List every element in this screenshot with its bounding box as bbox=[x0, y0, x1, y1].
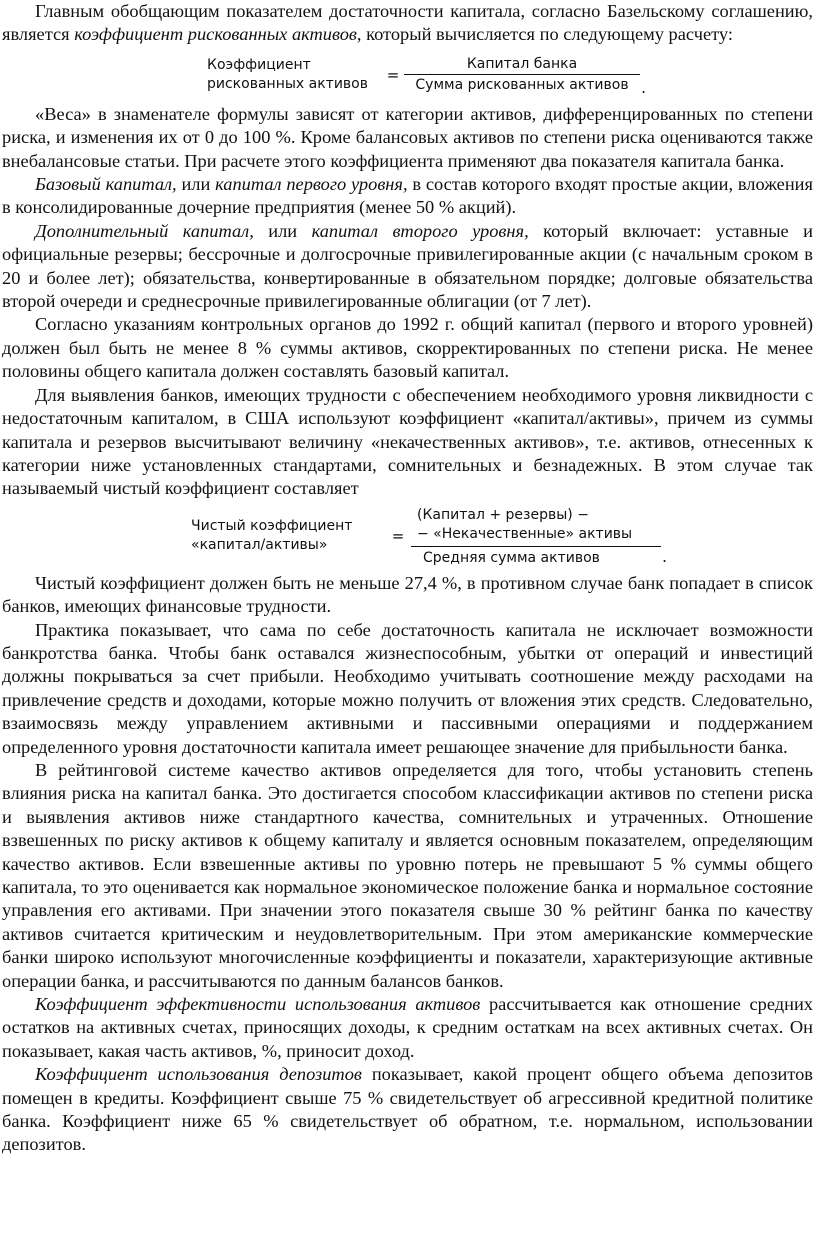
formula-lhs: Коэффициент рискованных активов bbox=[207, 56, 368, 92]
formula-end-dot: . bbox=[662, 546, 668, 566]
term-asset-efficiency-ratio: Коэффициент эффективности использования активов bbox=[35, 994, 481, 1015]
formula-end-dot: . bbox=[641, 77, 647, 97]
paragraph-net-ratio-threshold: Чистый коэффициент должен быть не меньше 27,4 %, в противном случае банк попадает в список банков, имеющих финансовые трудности. bbox=[2, 572, 813, 617]
formula-fraction bbox=[404, 56, 640, 93]
term-base-capital: Базовый капитал, bbox=[35, 174, 177, 195]
formula-denominator: Сумма рискованных активов bbox=[415, 77, 629, 94]
formula-fraction bbox=[409, 506, 661, 566]
formula-numerator: (Капитал + резервы) − − «Некачественные» активы bbox=[417, 507, 633, 543]
paragraph-additional-capital: Дополнительный капитал, или капитал второго уровня, который включает: уставные и официальные резервы; бессрочные и долгосрочные привилегированные акции (с начальным сроком в 20 и более лет); обязательства, конвертированные в обязательном порядке; долговые обязательства второй очереди и среднесрочные привилегированные облигации (от 7 лет). bbox=[2, 220, 814, 312]
formula-net-capital-ratio bbox=[0, 501, 816, 572]
term-tier2-capital: капитал второго уровня, bbox=[311, 220, 529, 241]
paragraph-asset-efficiency: Коэффициент эффективности использования активов рассчитывается как отношение средних остатков на активных счетах, приносящих доходы, к средним остаткам на всех активных счетах. Он показывает, какая часть активов, %, приносит доход. bbox=[2, 994, 813, 1061]
formula-numerator: Капитал банка bbox=[466, 56, 578, 73]
equals-sign: = bbox=[386, 65, 400, 84]
term-risk-assets-ratio: коэффициент рискованных активов, bbox=[74, 24, 362, 45]
paragraph-regulations-1992: Согласно указаниям контрольных органов до 1992 г. общий капитал (первого и второго уровней) должен был быть не менее 8 % суммы активов, скорректированных по степени риска. Не менее половины общего капитала должен составлять базовый капитал. bbox=[2, 314, 813, 382]
equals-sign: = bbox=[391, 527, 405, 546]
paragraph-capital-adequacy-intro: Главным обобщающим показателем достаточности капитала, согласно Базельскому соглашению, является коэффициент рискованных активов, который вычисляется по следующему расчету: bbox=[2, 1, 813, 45]
paragraph-weights: «Веса» в знаменателе формулы зависят от категории активов, дифференцированных по степени риска, и изменения их от 0 до 100 %. Кроме балансовых активов по степени риска оцениваются также внебалансовые статьи. При расчете этого коэффициента применяют два показателя капитала банка. bbox=[2, 103, 813, 171]
formula-denominator: Средняя сумма активов bbox=[423, 550, 600, 567]
paragraph-base-capital: Базовый капитал, или капитал первого уровня, в состав которого входят простые акции, вложения в консолидированные дочерние предприятия (менее 50 % акций). bbox=[2, 174, 813, 218]
paragraph-deposit-usage: Коэффициент использования депозитов показывает, какой процент общего объема депозитов помещен в кредиты. Коэффициент свыше 75 % свидетельствует об агрессивной кредитной политике банка. Коэффициент ниже 65 % свидетельствует об обратном, т.е. нормальном, использовании депозитов. bbox=[2, 1064, 813, 1155]
term-deposit-usage-ratio: Коэффициент использования депозитов bbox=[35, 1064, 362, 1085]
term-tier1-capital: капитал первого уровня, bbox=[215, 174, 408, 195]
paragraph-practice: Практика показывает, что сама по себе достаточность капитала не исключает возможности банкротства банка. Чтобы банк оставался жизнеспособным, убытки от операций и инвестиций должны покрываться за счет прибыли. Необходимо учитывать соотношение между расходами на привлечение средств и доходами, которые можно получить от вложения этих средств. Следовательно, взаимосвязь между управлением активными и пассивными операциями и поддержанием определенного уровня достаточности капитала имеет решающее значение для прибыльности банка. bbox=[2, 619, 813, 757]
paragraph-rating-system: В рейтинговой системе качество активов определяется для того, чтобы установить степень влияния риска на капитал банка. Это достигается способом классификации активов по степени риска и выявления активов ниже стандартного качества, сомнительных и утраченных. Отношение взвешенных по риску активов к общему капиталу и является основным показателем, определяющим качество активов. Если взвешенные активы по уровню потерь не превышают 5 % суммы общего капитала, то это оценивается как нормальное экономическое положение банка и нормальное состояние управления его активами. При значении этого показателя свыше 30 % рейтинг банка по качеству активов считается критическим и неудовлетворительным. При этом американские коммерческие банки широко используют многочисленные коэффициенты и показатели, характеризующие активные операции банка, и рассчитываются по данным балансов банков. bbox=[2, 759, 813, 991]
paragraph-usa-ratio: Для выявления банков, имеющих трудности с обеспечением необходимого уровня ликвидности с недостаточным капиталом, в США используют коэффициент «капитал/активы», причем из суммы капитала и резервов высчитывают величину «некачественных активов», т.е. активов, отнесенных к категории ниже установленных стандартами, сомнительных и безнадежных. В этом случае так называемый чистый коэффициент составляет bbox=[2, 384, 813, 499]
formula-risk-assets-ratio bbox=[0, 47, 816, 103]
term-additional-capital: Дополнительный капитал, bbox=[35, 220, 254, 241]
formula-lhs: Чистый коэффициент «капитал/активы» bbox=[191, 518, 353, 554]
